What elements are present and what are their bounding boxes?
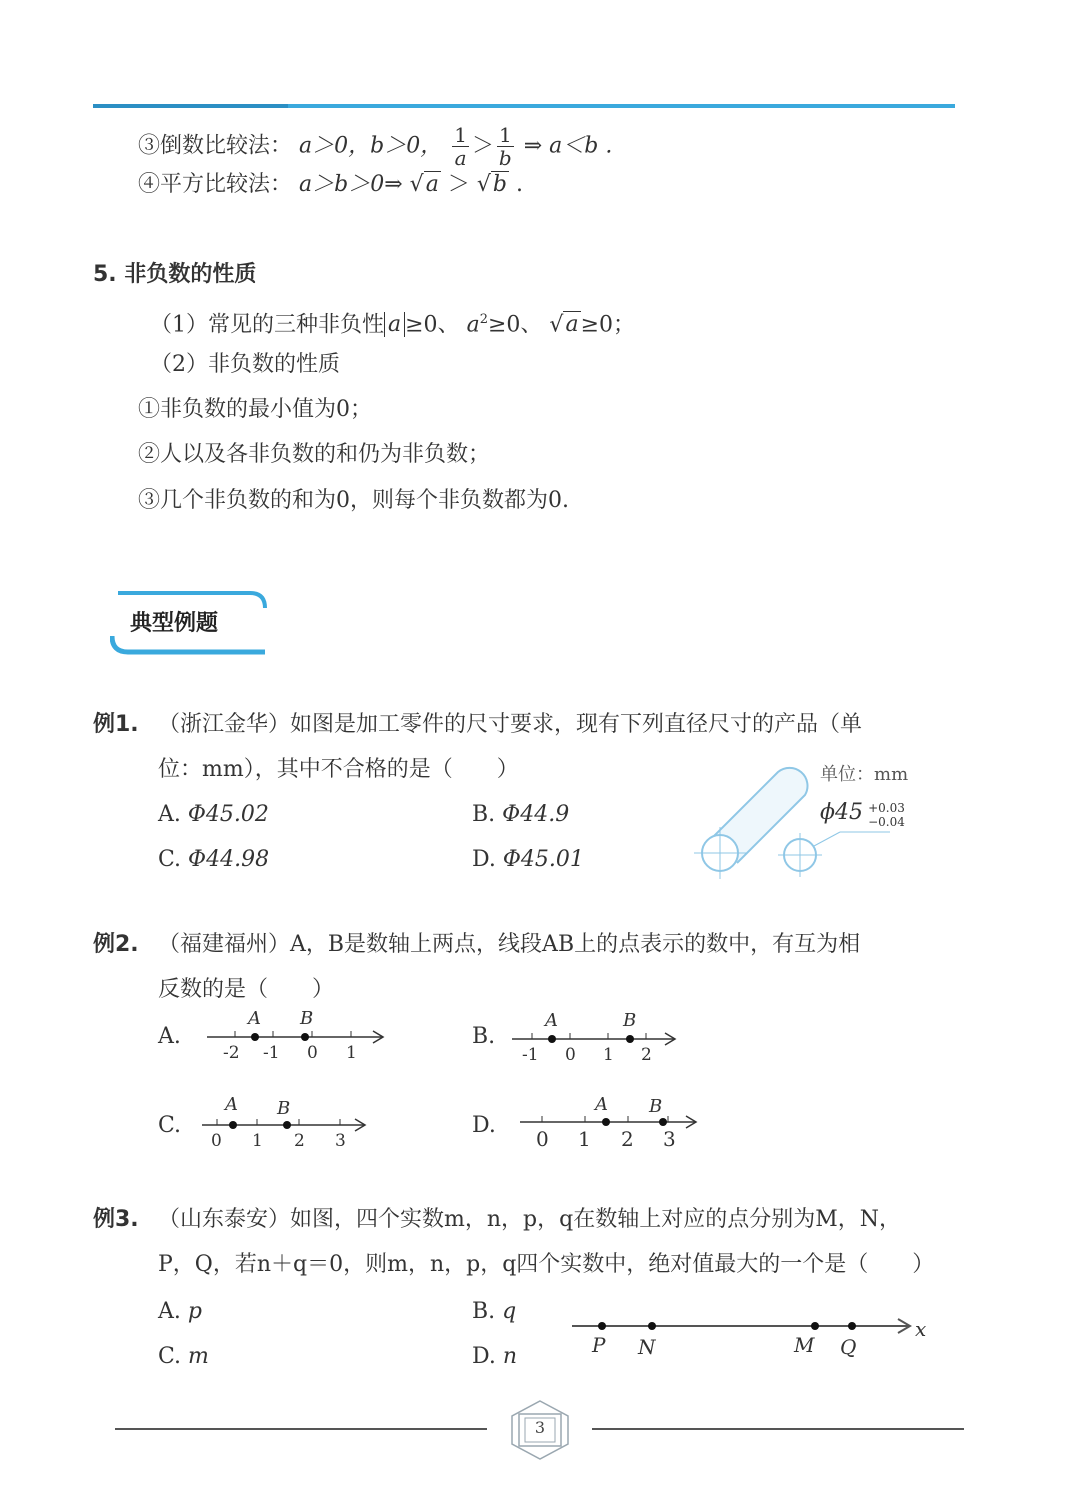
label-b: B: [649, 1096, 663, 1117]
tick-label: 2: [621, 1127, 634, 1151]
tick-label: 3: [335, 1131, 346, 1150]
tick-label: 0: [211, 1131, 222, 1150]
label-q: Q: [840, 1335, 857, 1359]
section5-heading: 5. 非负数的性质: [93, 262, 257, 287]
point-n: [648, 1322, 656, 1330]
reciprocal-compare-line: ③倒数比较法： a＞0，b＞0， $\frac{1}{a}$ ＞ $\frac{1}{b}$ ⇒ a＜b .: [138, 123, 613, 170]
page-number: 3: [534, 1418, 546, 1437]
header-rule-dark: [93, 104, 288, 108]
tick-label: 0: [565, 1045, 576, 1064]
ex2-numberline-b[interactable]: [510, 1004, 685, 1064]
point-p: [598, 1322, 606, 1330]
section5-item1: （1）常见的三种非负性 a ≥0、 $a^2\ge 0$、 √a≥0；: [150, 312, 635, 338]
examples-heading: 典型例题: [130, 611, 219, 636]
label-b: B: [623, 1010, 637, 1031]
examples-badge: [110, 588, 270, 658]
label-p: P: [592, 1333, 606, 1357]
point-b: [659, 1118, 667, 1126]
footer-rule-left: [115, 1428, 487, 1430]
ex1-text2: 位：mm），其中不合格的是（ ）: [158, 757, 519, 782]
tick-label: -1: [263, 1043, 280, 1062]
tick-label: 0: [307, 1043, 318, 1062]
ex1-tolerance: ϕ45 +0.03 −0.04: [820, 800, 905, 829]
ex2-text1: （福建福州）A，B是数轴上两点，线段AB上的点表示的数中，有互为相: [158, 932, 861, 957]
label-m: M: [794, 1333, 815, 1357]
ex2-numberline-c[interactable]: [200, 1090, 375, 1150]
ex2-option-b-letter[interactable]: B.: [472, 1024, 496, 1049]
point-a: [548, 1035, 556, 1043]
x-axis-label: x: [915, 1317, 927, 1341]
section5-prop1: ①非负数的最小值为0；: [138, 397, 372, 422]
label-a: A: [595, 1094, 608, 1115]
ex1-option-c[interactable]: C. Φ44.98: [158, 847, 270, 872]
ex3-option-b[interactable]: B. q: [472, 1299, 517, 1324]
ex1-option-d[interactable]: D. Φ45.01: [472, 847, 584, 872]
label-b: B: [277, 1098, 291, 1119]
tick-label: 0: [536, 1127, 549, 1151]
ex2-numberline-d[interactable]: [518, 1090, 703, 1155]
label-a: A: [225, 1094, 238, 1115]
point-b: [301, 1033, 309, 1041]
ex2-option-c-letter[interactable]: C.: [158, 1113, 182, 1138]
fraction-1-over-a: $\frac{1}{a}$: [454, 123, 467, 170]
ex2-numberline-a[interactable]: [205, 1002, 390, 1062]
label-n: N: [638, 1335, 656, 1359]
ex1-unit: 单位：mm: [820, 764, 909, 785]
tick-label: 2: [641, 1045, 652, 1064]
point-b: [626, 1035, 634, 1043]
point-b: [283, 1121, 291, 1129]
tick-label: 1: [603, 1045, 614, 1064]
ex3-text2: P，Q，若n＋q＝0，则m，n，p，q四个实数中，绝对值最大的一个是（ ）: [158, 1252, 935, 1277]
ex1-option-a[interactable]: A. Φ45.02: [158, 802, 269, 827]
ex2-label: 例2.: [93, 932, 139, 957]
ex3-option-d[interactable]: D. n: [472, 1344, 518, 1369]
tick-label: 1: [252, 1131, 263, 1150]
point-a: [229, 1121, 237, 1129]
ex3-option-a[interactable]: A. p: [158, 1299, 202, 1324]
ex1-label: 例1.: [93, 712, 139, 737]
ex3-text1: （山东泰安）如图，四个实数m，n，p，q在数轴上对应的点分别为M，N，: [158, 1207, 901, 1232]
fraction-1-over-b: $\frac{1}{b}$: [498, 123, 512, 170]
section5-item2: （2）非负数的性质: [150, 352, 340, 377]
point-m: [811, 1322, 819, 1330]
tick-label: -2: [223, 1043, 240, 1062]
tick-label: 2: [294, 1131, 305, 1150]
footer-rule-right: [592, 1428, 964, 1430]
ex3-label: 例3.: [93, 1207, 139, 1232]
ex3-numberline: [570, 1310, 940, 1365]
section5-prop3: ③几个非负数的和为0，则每个非负数都为0.: [138, 488, 569, 513]
section5-prop2: ②人以及各非负数的和仍为非负数；: [138, 442, 491, 467]
label-a: A: [545, 1010, 558, 1031]
square-compare-line: ④平方比较法： a＞b＞0⇒ √a ＞ √b .: [138, 172, 523, 197]
tick-label: 3: [663, 1127, 676, 1151]
ex1-option-b[interactable]: B. Φ44.9: [472, 802, 570, 827]
tick-label: 1: [578, 1127, 591, 1151]
tick-label: -1: [522, 1045, 539, 1064]
ex2-text2: 反数的是（ ）: [158, 977, 335, 1002]
tick-label: 1: [346, 1043, 357, 1062]
point-a: [602, 1118, 610, 1126]
ex3-option-c[interactable]: C. m: [158, 1344, 209, 1369]
ex2-option-d-letter[interactable]: D.: [472, 1113, 496, 1138]
ex1-text1: （浙江金华）如图是加工零件的尺寸要求，现有下列直径尺寸的产品（单: [158, 712, 863, 737]
ex2-option-a-letter[interactable]: A.: [158, 1024, 181, 1049]
label-b: B: [300, 1008, 314, 1029]
point-q: [848, 1322, 856, 1330]
point-a: [251, 1033, 259, 1041]
label-a: A: [248, 1008, 261, 1029]
